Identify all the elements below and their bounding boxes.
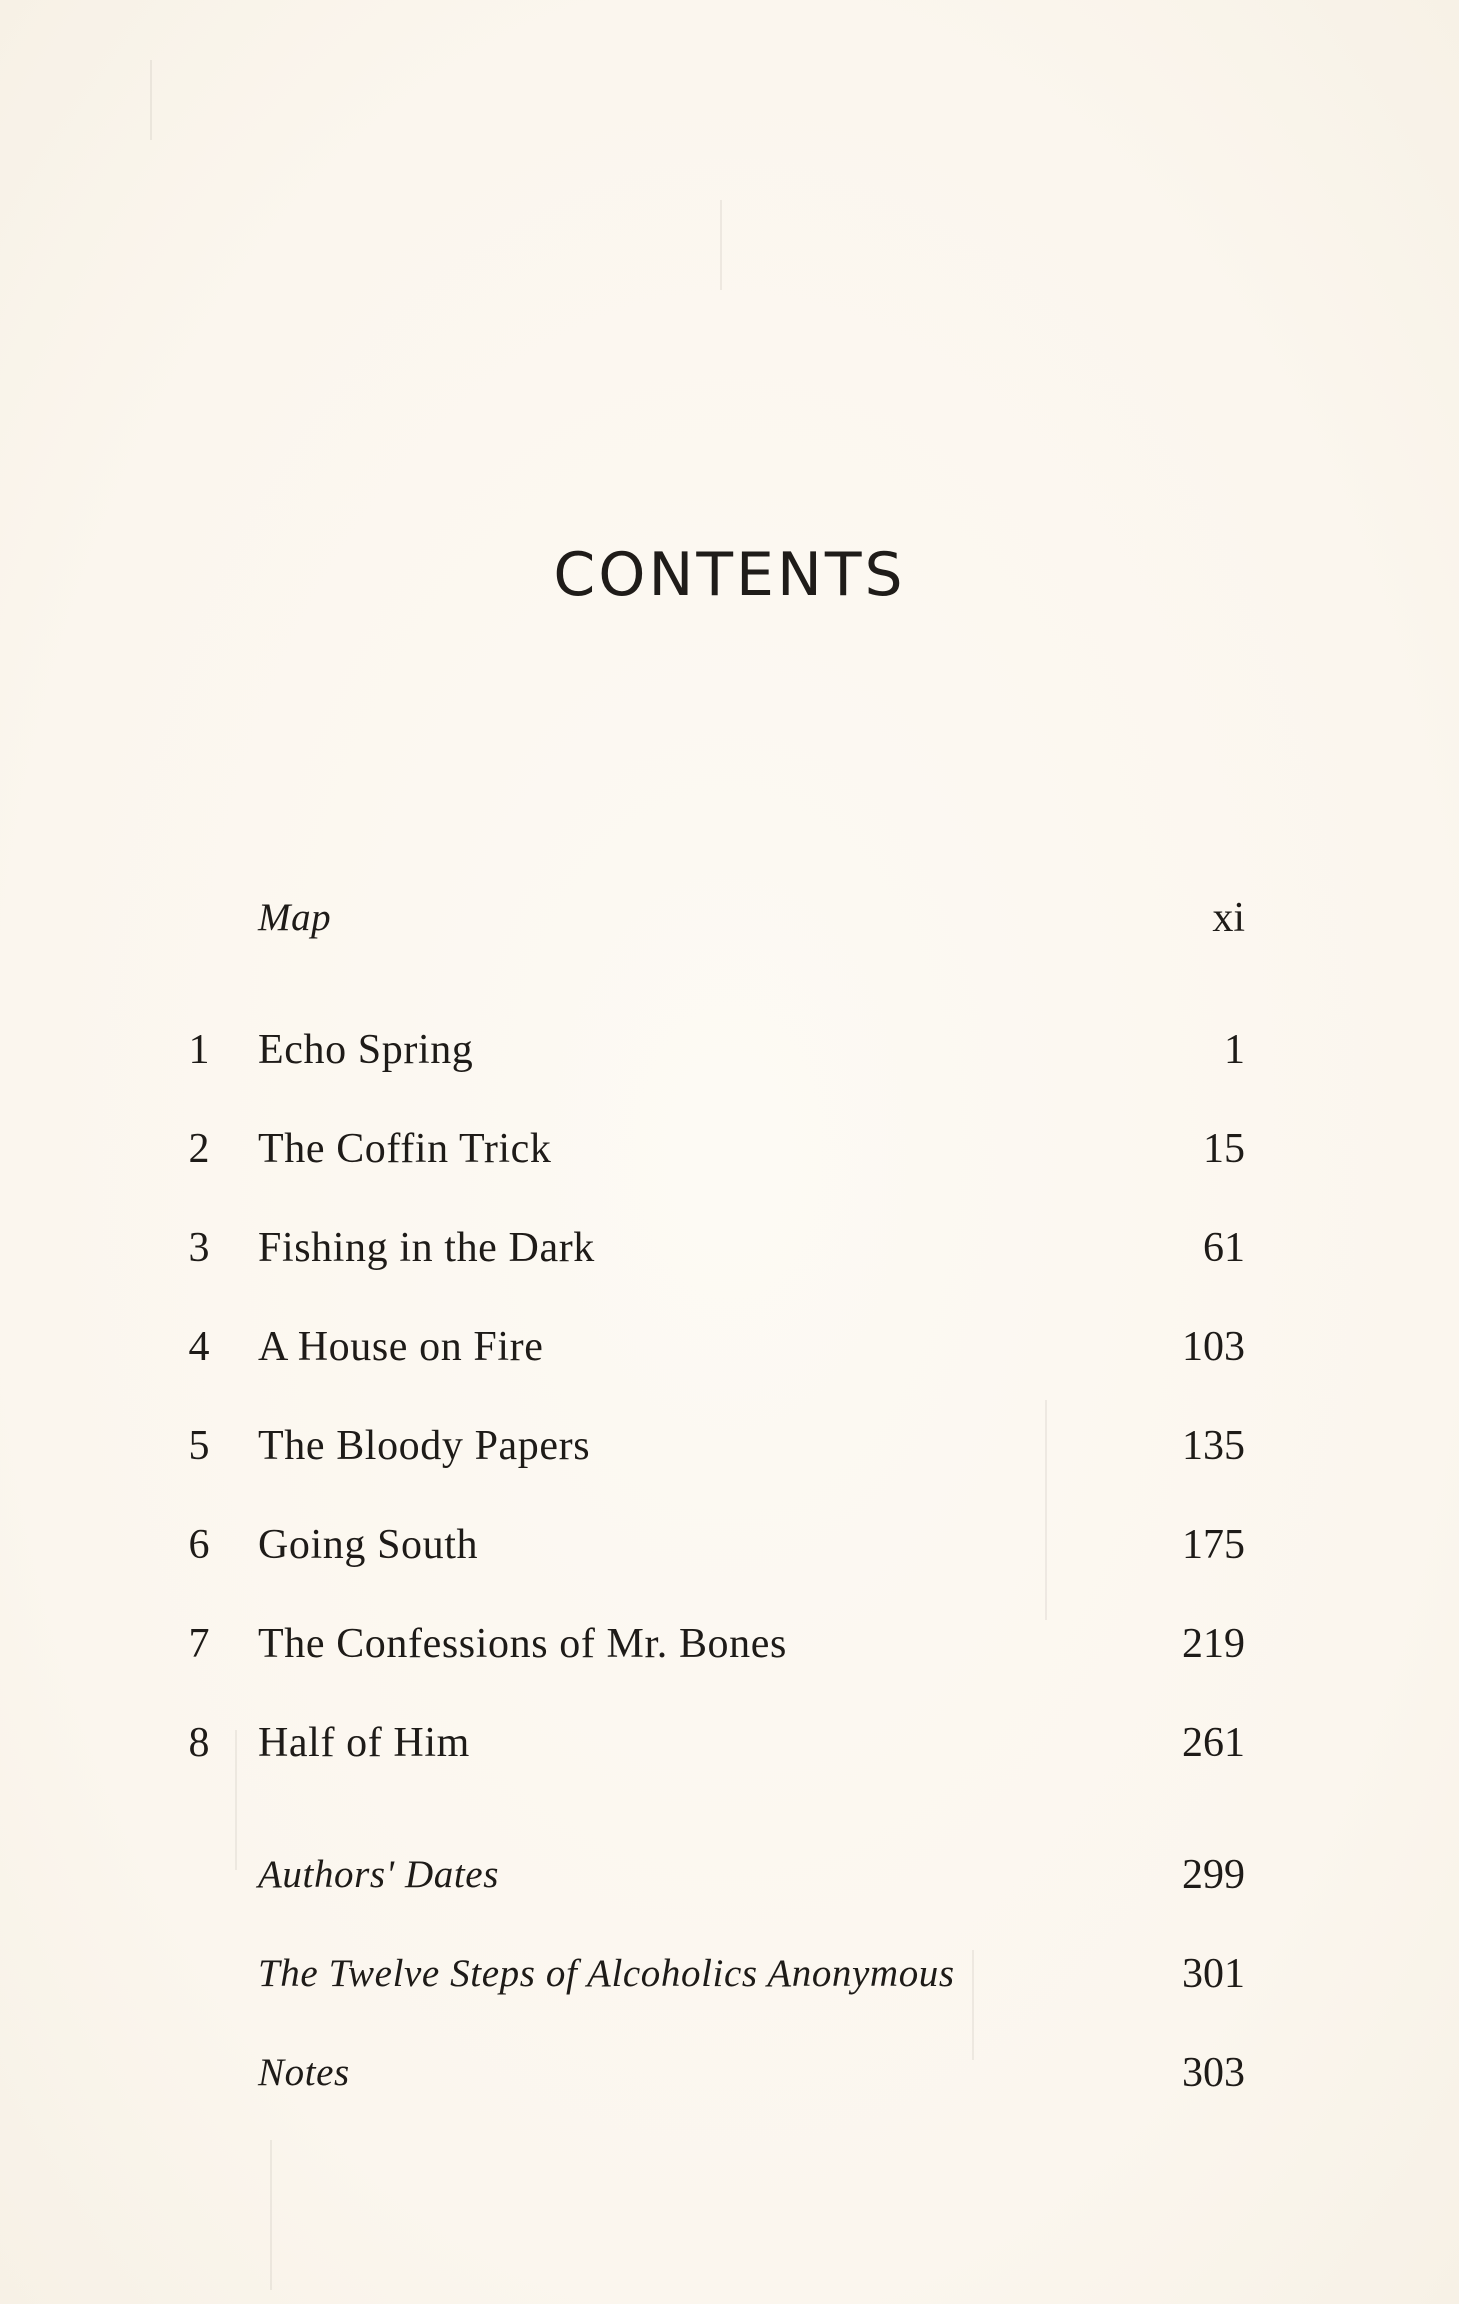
toc-chapter-2 — [0, 1119, 1459, 1179]
toc-chapter-5 — [0, 1416, 1459, 1476]
toc-entry-page: 299 — [1182, 1852, 1245, 1898]
toc-entry-page: 303 — [1182, 2050, 1245, 2096]
paper-streak — [720, 200, 722, 290]
chapter-page: 219 — [1182, 1621, 1245, 1667]
toc-entry-page: xi — [1212, 895, 1245, 941]
chapter-number: 2 — [188, 1126, 210, 1172]
chapter-title: The Coffin Trick — [258, 1126, 552, 1172]
toc-entry-page: 301 — [1182, 1951, 1245, 1997]
chapter-title: Fishing in the Dark — [258, 1225, 595, 1271]
chapter-number: 6 — [188, 1522, 210, 1568]
toc-chapter-7 — [0, 1614, 1459, 1674]
chapter-page: 1 — [1224, 1027, 1245, 1073]
toc-entry-notes — [0, 2043, 1459, 2103]
toc-entry-title: Map — [258, 896, 332, 939]
chapter-number: 4 — [188, 1324, 210, 1370]
chapter-title: Half of Him — [258, 1720, 470, 1766]
toc-entry-title: Authors' Dates — [258, 1853, 499, 1896]
chapter-title: A House on Fire — [258, 1324, 544, 1370]
toc-chapter-4 — [0, 1317, 1459, 1377]
chapter-number: 1 — [188, 1027, 210, 1073]
chapter-number: 3 — [188, 1225, 210, 1271]
toc-entry-twelve-steps — [0, 1944, 1459, 2004]
toc-chapter-3 — [0, 1218, 1459, 1278]
toc-entry-map — [0, 888, 1459, 948]
chapter-title: The Bloody Papers — [258, 1423, 591, 1469]
chapter-title: Going South — [258, 1522, 479, 1568]
toc-entry-title: The Twelve Steps of Alcoholics Anonymous — [258, 1952, 955, 1995]
chapter-number: 7 — [188, 1621, 210, 1667]
chapter-number: 8 — [188, 1720, 210, 1766]
paper-streak — [270, 2140, 272, 2290]
chapter-title: The Confessions of Mr. Bones — [258, 1621, 787, 1667]
chapter-page: 261 — [1182, 1720, 1245, 1766]
toc-chapter-8 — [0, 1713, 1459, 1773]
chapter-number: 5 — [188, 1423, 210, 1469]
chapter-title: Echo Spring — [258, 1027, 474, 1073]
page-title: CONTENTS — [553, 540, 906, 610]
toc-entry-authors-dates — [0, 1845, 1459, 1905]
toc-chapter-1 — [0, 1020, 1459, 1080]
toc-chapter-6 — [0, 1515, 1459, 1575]
chapter-page: 175 — [1182, 1522, 1245, 1568]
paper-streak — [150, 60, 152, 140]
chapter-page: 61 — [1203, 1225, 1245, 1271]
chapter-page: 135 — [1182, 1423, 1245, 1469]
toc-entry-title: Notes — [258, 2051, 350, 2094]
chapter-page: 15 — [1203, 1126, 1245, 1172]
chapter-page: 103 — [1182, 1324, 1245, 1370]
